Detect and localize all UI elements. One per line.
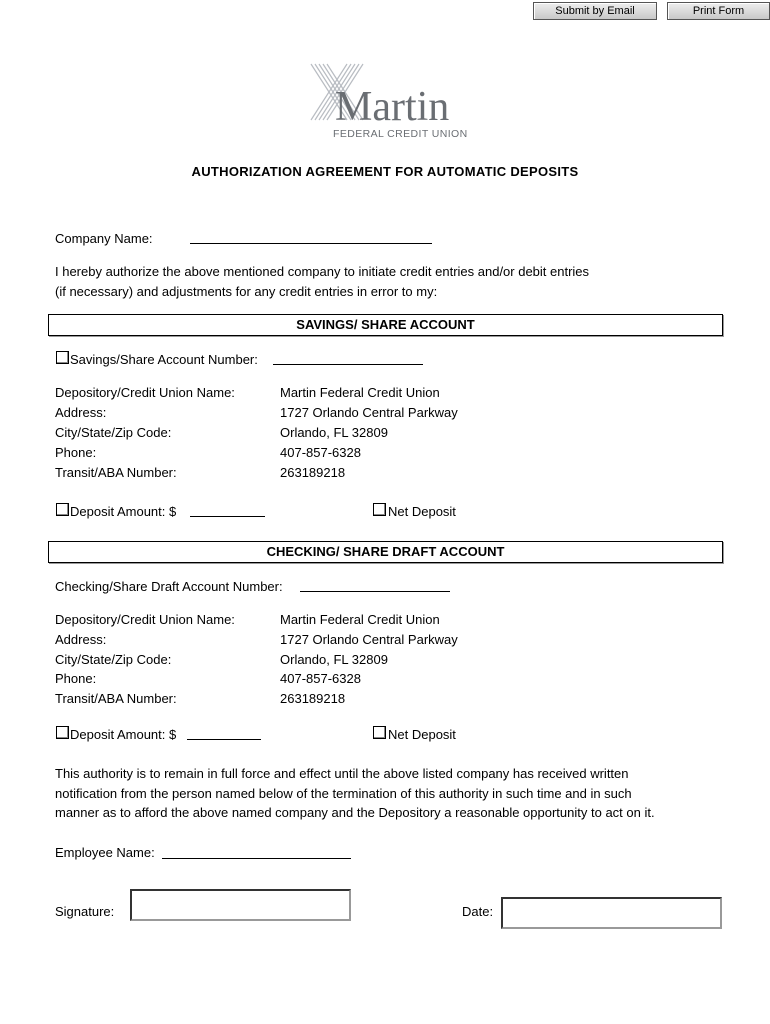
checking-deposit-amount-label: Deposit Amount: $ xyxy=(70,727,177,742)
savings-detail-label: Depository/Credit Union Name: xyxy=(55,385,235,400)
savings-detail-value: 1727 Orlando Central Parkway xyxy=(280,405,458,420)
savings-detail-label: Transit/ABA Number: xyxy=(55,465,177,480)
savings-deposit-amount-label: Deposit Amount: $ xyxy=(70,504,177,519)
savings-deposit-amount-checkbox[interactable] xyxy=(56,503,69,516)
checking-detail-value: 1727 Orlando Central Parkway xyxy=(280,632,458,647)
checking-net-deposit-label: Net Deposit xyxy=(388,727,456,742)
savings-account-number-field[interactable] xyxy=(273,364,423,365)
savings-net-deposit-checkbox[interactable] xyxy=(373,503,386,516)
employee-name-field[interactable] xyxy=(162,858,351,859)
company-name-field[interactable] xyxy=(190,243,432,244)
savings-detail-value: Orlando, FL 32809 xyxy=(280,425,388,440)
date-field[interactable] xyxy=(501,897,722,929)
checking-detail-value: Martin Federal Credit Union xyxy=(280,612,440,627)
date-label: Date: xyxy=(462,904,494,919)
logo-name: Martin xyxy=(335,84,450,130)
authority-text-line3: manner as to afford the above named company and the Depository a reasonable opportunity to act on it. xyxy=(55,805,655,820)
signature-field[interactable] xyxy=(130,889,351,921)
savings-detail-value: Martin Federal Credit Union xyxy=(280,385,440,400)
checking-net-deposit-checkbox[interactable] xyxy=(373,726,386,739)
checking-deposit-amount-field[interactable] xyxy=(187,739,261,740)
savings-net-deposit-label: Net Deposit xyxy=(388,504,456,519)
checking-deposit-amount-checkbox[interactable] xyxy=(56,726,69,739)
checking-section-header: CHECKING/ SHARE DRAFT ACCOUNT xyxy=(48,541,723,563)
savings-account-label: Savings/Share Account Number: xyxy=(70,352,258,367)
checking-detail-label: Transit/ABA Number: xyxy=(55,691,177,706)
checking-detail-label: Depository/Credit Union Name: xyxy=(55,612,235,627)
martin-fcu-logo xyxy=(305,60,475,144)
savings-account-checkbox[interactable] xyxy=(56,351,69,364)
savings-detail-value: 263189218 xyxy=(280,465,346,480)
checking-detail-label: Address: xyxy=(55,632,107,647)
checking-account-label: Checking/Share Draft Account Number: xyxy=(55,579,283,594)
authorization-intro-line2: (if necessary) and adjustments for any credit entries in error to my: xyxy=(55,284,438,299)
checking-detail-value: 407-857-6328 xyxy=(280,671,361,686)
checking-detail-label: City/State/Zip Code: xyxy=(55,652,172,667)
page-title: AUTHORIZATION AGREEMENT FOR AUTOMATIC DEPOSITS xyxy=(191,164,579,179)
authorization-intro-line1: I hereby authorize the above mentioned company to initiate credit entries and/or debit entries xyxy=(55,264,590,279)
signature-label: Signature: xyxy=(55,904,115,919)
employee-name-label: Employee Name: xyxy=(55,845,155,860)
savings-deposit-amount-field[interactable] xyxy=(190,516,265,517)
savings-detail-label: Phone: xyxy=(55,445,97,460)
checking-detail-value: Orlando, FL 32809 xyxy=(280,652,388,667)
checking-detail-label: Phone: xyxy=(55,671,97,686)
authority-text-line1: This authority is to remain in full force and effect until the above listed company has received written xyxy=(55,766,629,781)
savings-detail-value: 407-857-6328 xyxy=(280,445,361,460)
checking-detail-value: 263189218 xyxy=(280,691,346,706)
submit-by-email-button[interactable]: Submit by Email xyxy=(533,2,657,20)
company-name-label: Company Name: xyxy=(55,231,153,246)
savings-detail-label: City/State/Zip Code: xyxy=(55,425,172,440)
authority-text-line2: notification from the person named below of the termination of this authority in such time and in such xyxy=(55,786,632,801)
savings-section-header: SAVINGS/ SHARE ACCOUNT xyxy=(48,314,723,336)
print-form-button[interactable]: Print Form xyxy=(667,2,770,20)
savings-detail-label: Address: xyxy=(55,405,107,420)
logo-subtitle: FEDERAL CREDIT UNION xyxy=(333,128,468,140)
checking-account-number-field[interactable] xyxy=(300,591,450,592)
